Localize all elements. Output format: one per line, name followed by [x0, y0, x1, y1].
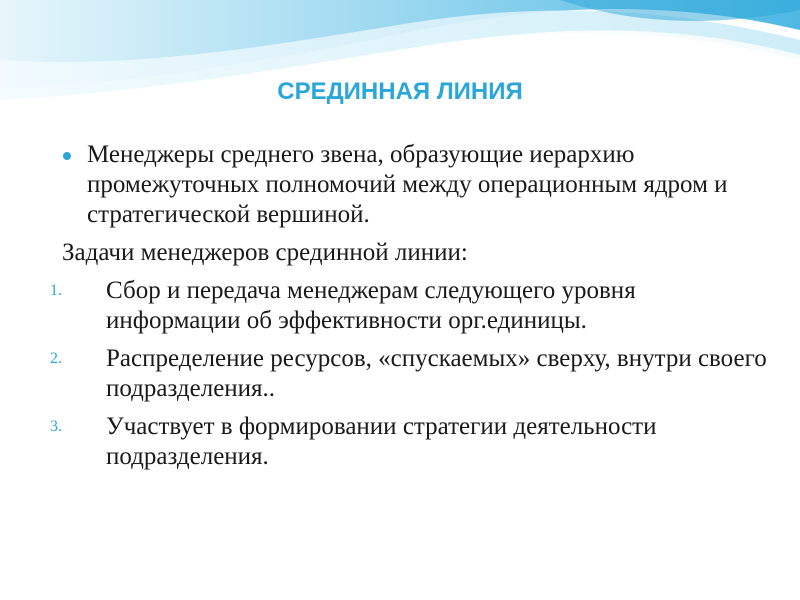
list-number: 1.	[50, 282, 62, 299]
list-item-text: Сбор и передача менеджерам следующего уровня информации об эффективности орг.единицы.	[106, 277, 636, 334]
bullet-text: Менеджеры среднего звена, образующие иерархию промежуточных полномочий между операционным ядром и стратегической вершиной.	[87, 141, 728, 228]
slide-title: СРЕДИННАЯ ЛИНИЯ	[277, 78, 523, 105]
list-item-text: Распределение ресурсов, «спускаемых» сверху, внутри своего подразделения..	[106, 345, 767, 402]
bullet-item	[60, 140, 775, 230]
list-item	[50, 276, 775, 336]
slide-body	[50, 140, 775, 480]
list-item	[50, 412, 775, 472]
bullet-dot-icon	[63, 152, 71, 160]
list-item	[50, 344, 775, 404]
list-number: 2.	[50, 350, 62, 367]
subheading: Задачи менеджеров срединной линии:	[62, 239, 468, 266]
list-item-text: Участвует в формировании стратегии деятельности подразделения.	[106, 413, 657, 470]
list-number: 3.	[50, 418, 62, 435]
